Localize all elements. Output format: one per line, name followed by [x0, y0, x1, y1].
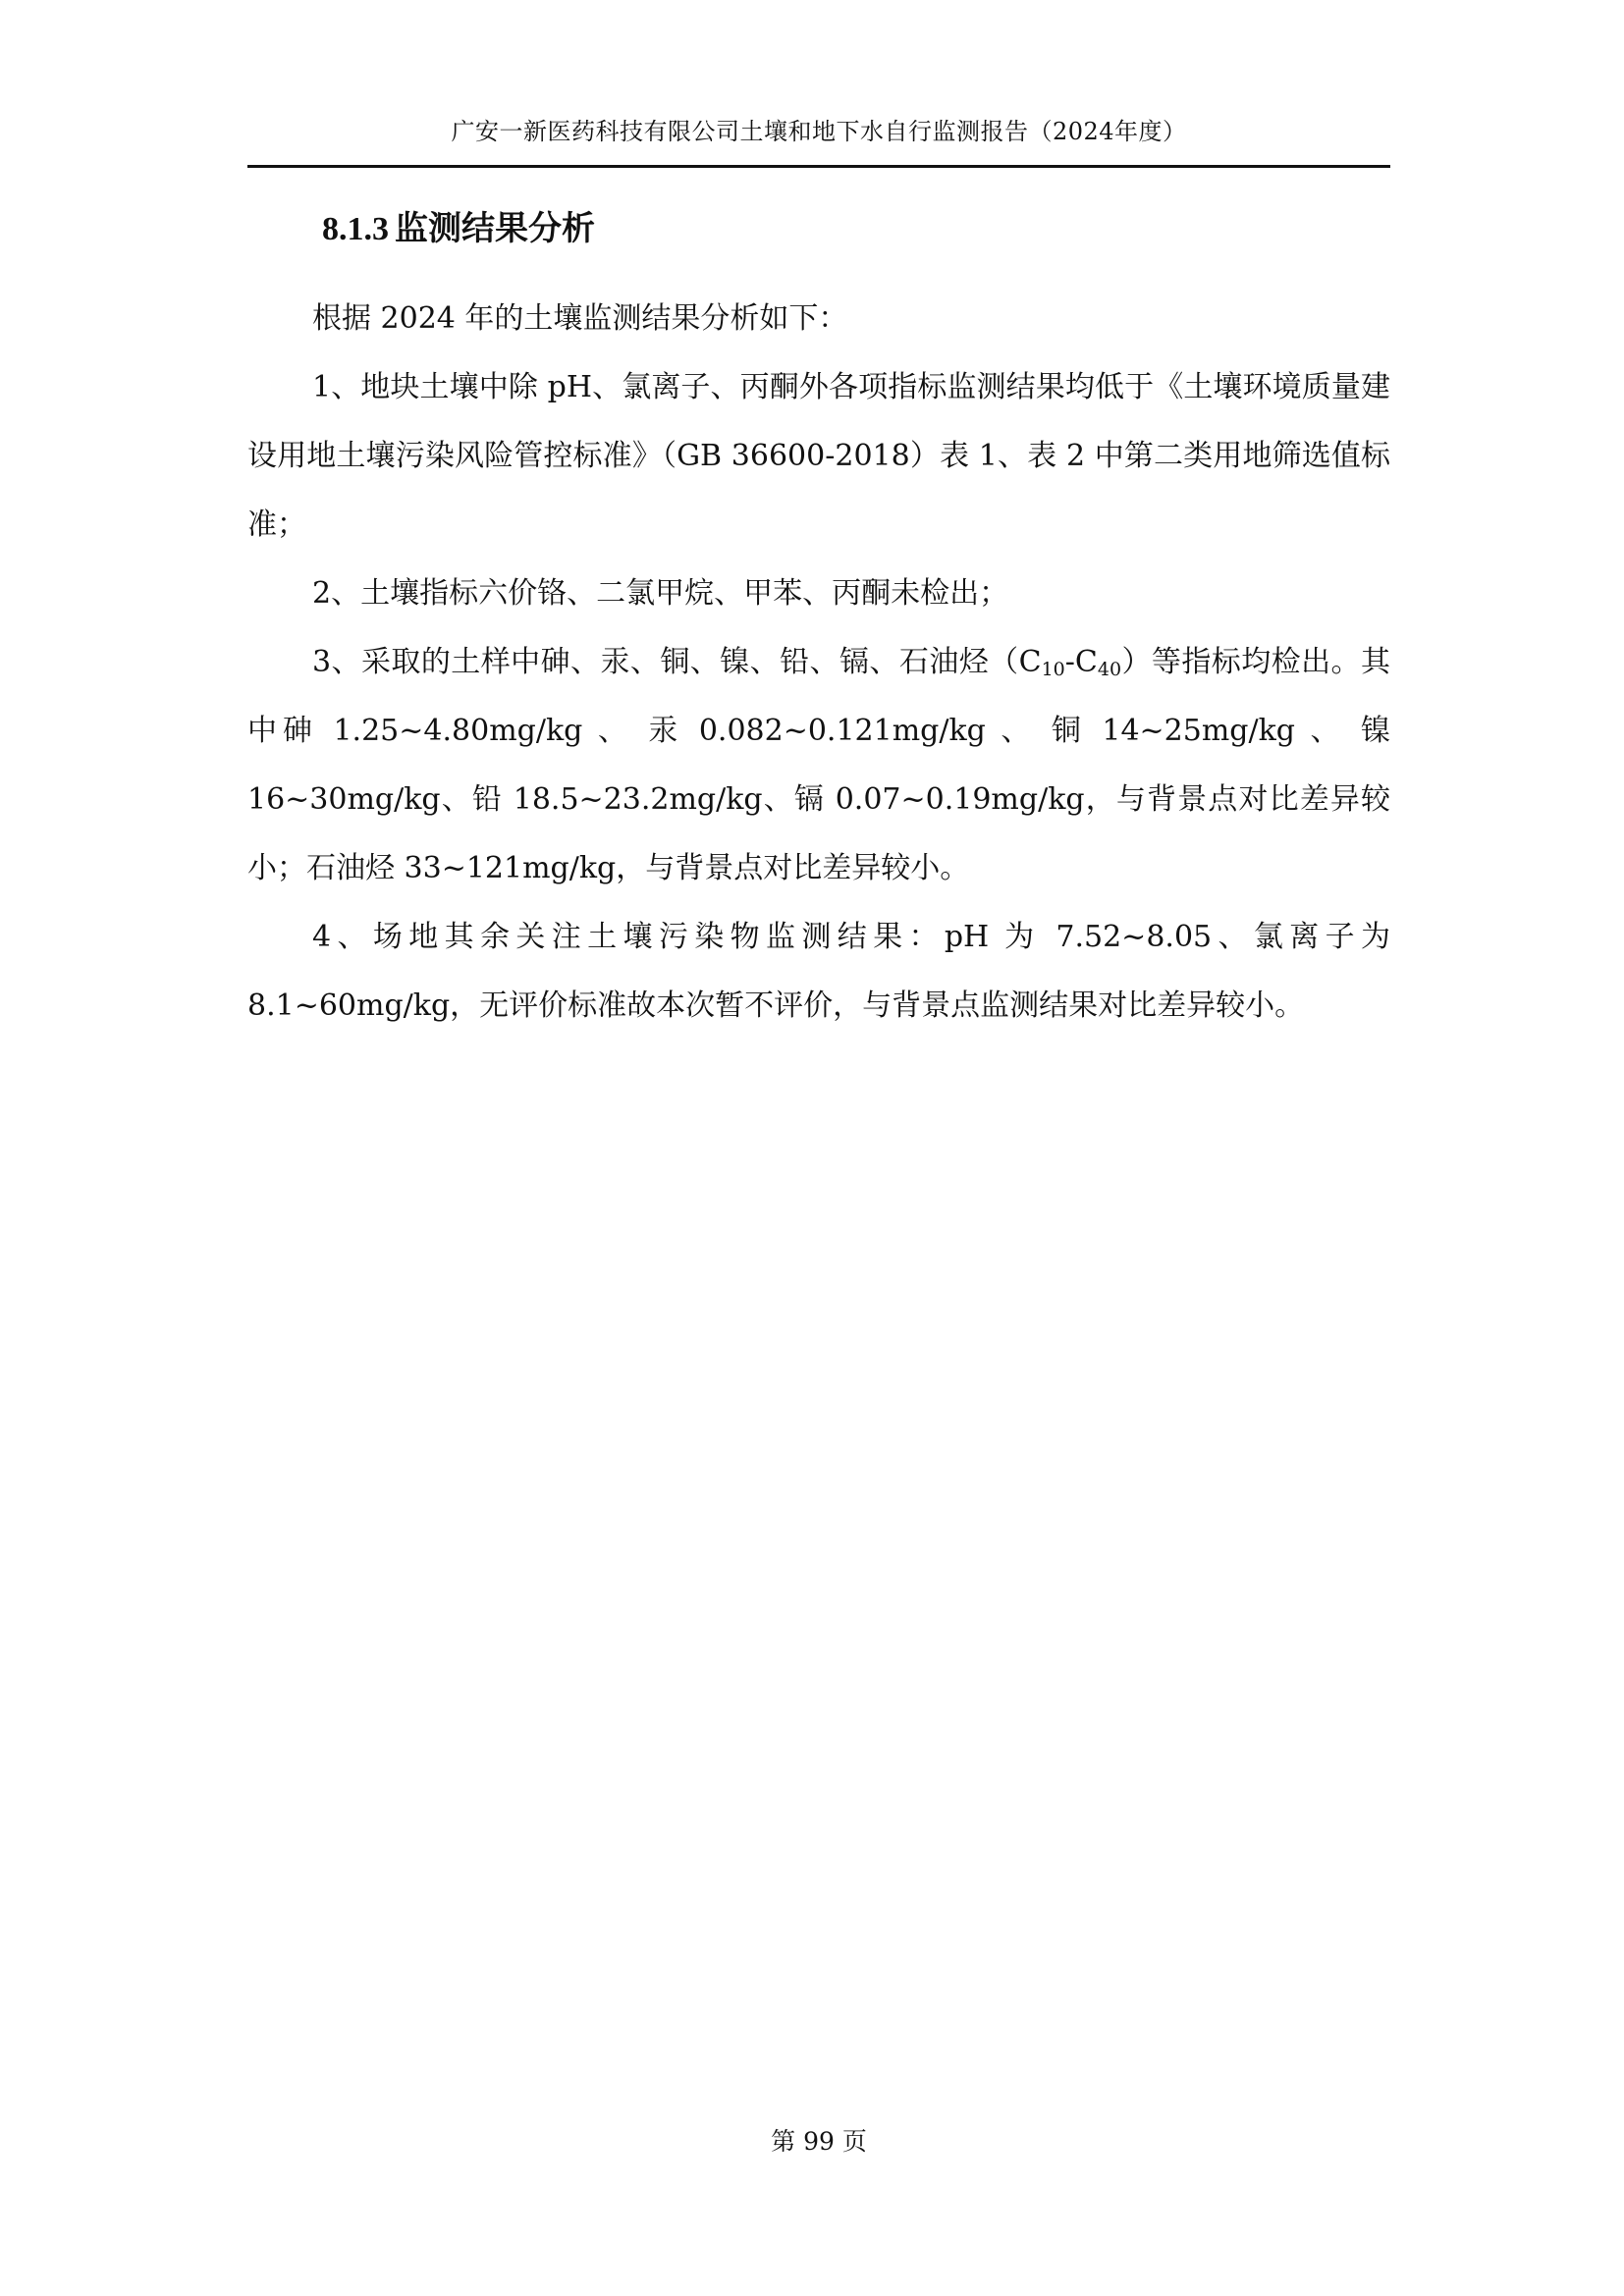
report-body: [247, 285, 1390, 1041]
finding-1-paragraph: 1、地块土壤中除 pH、氯离子、丙酮外各项指标监测结果均低于《土壤环境质量建设用地土壤污染风险管控标准》（GB 36600-2018）表 1、表 2 中第二类用地筛选值标准；: [247, 370, 1390, 542]
finding-3-text-end: ）等指标均检出。其中砷 1.25~4.80mg/kg 、 汞 0.082~0.121mg/kg 、 铜 14~25mg/kg 、 镍 16~30mg/kg、铅 18.5~23.2mg/kg、镉 0.07~0.19mg/kg，与背景点对比差异较小；石油烃 33~121mg/kg，与背景点对比差异较小。: [247, 645, 1390, 885]
finding-3-paragraph: [247, 628, 1390, 903]
page-header: 广安一新医药科技有限公司土壤和地下水自行监测报告（2024年度）: [451, 118, 1187, 145]
header-divider: [247, 165, 1390, 168]
section-title-text: 监测结果分析: [395, 209, 595, 248]
finding-3-text-middle: -C: [1064, 645, 1098, 679]
page-number: 第 99 页: [771, 2127, 867, 2156]
carbon-range-end-subscript: 40: [1097, 659, 1122, 680]
finding-3-text-start: 3、采取的土样中砷、汞、铜、镍、铅、镉、石油烃（C: [312, 645, 1042, 679]
finding-4-paragraph: 4、场地其余关注土壤污染物监测结果：pH 为 7.52~8.05、氯离子为 8.1~60mg/kg，无评价标准故本次暂不评价，与背景点监测结果对比差异较小。: [247, 920, 1390, 1023]
carbon-range-start-subscript: 10: [1041, 659, 1065, 680]
section-heading: [322, 201, 595, 257]
intro-paragraph: 根据 2024 年的土壤监测结果分析如下：: [312, 301, 848, 336]
section-number: 8.1.3: [322, 211, 389, 247]
finding-2-paragraph: 2、土壤指标六价铬、二氯甲烷、甲苯、丙酮未检出；: [312, 576, 1009, 611]
